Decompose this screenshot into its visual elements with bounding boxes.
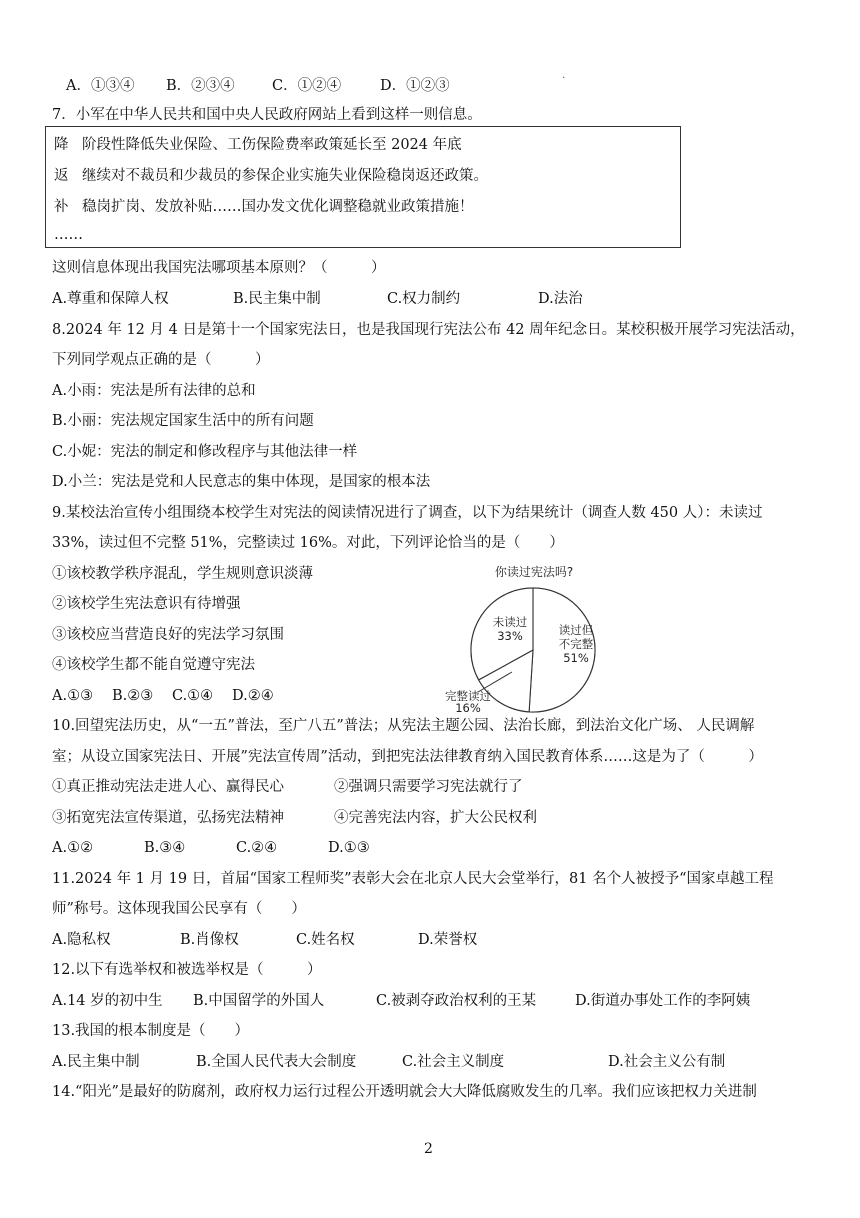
q7-question: 这则信息体现出我国宪法哪项基本原则？（ ） <box>52 260 386 276</box>
q7-option-c: C.权力制约 <box>387 291 461 307</box>
q9-option-c: C.①④ <box>172 688 214 704</box>
q8-option-b: B.小丽：宪法规定国家生活中的所有问题 <box>52 413 314 429</box>
q9-item-2: ②该校学生宪法意识有待增强 <box>52 596 241 612</box>
info-ellipsis: …… <box>54 227 83 243</box>
pie-label-3: 完整读过 16% <box>445 689 491 715</box>
info-tag: 补 <box>54 199 69 215</box>
q6-option-a: A．①③④ <box>66 78 135 94</box>
q10-item-2: ②强调只需要学习宪法就行了 <box>334 779 523 795</box>
q9-stem-line1: 9.某校法治宣传小组围绕本校学生对宪法的阅读情况进行了调查，以下为结果统计（调查人数 450 人）：未读过 <box>52 505 763 521</box>
q8-stem-line2: 下列同学观点正确的是（ ） <box>52 352 270 368</box>
q10-option-a: A.①② <box>52 840 94 856</box>
q13-option-c: C.社会主义制度 <box>402 1054 505 1070</box>
q11-option-d: D.荣誉权 <box>418 932 478 948</box>
q7-option-d: D.法治 <box>538 291 583 307</box>
info-row <box>54 135 462 155</box>
pie-label-1: 未读过 33% <box>492 615 528 643</box>
q9-option-d: D.②④ <box>232 688 274 704</box>
q11-option-c: C.姓名权 <box>296 932 355 948</box>
q9-item-3: ③该校应当营造良好的宪法学习氛围 <box>52 627 284 643</box>
chart-title: 你读过宪法吗? <box>494 565 574 579</box>
q10-option-d: D.①③ <box>328 840 370 856</box>
q8-stem-line1: 8.2024 年 12 月 4 日是第十一个国家宪法日，也是我国现行宪法公布 42 周年纪念日。某校积极开展学习宪法活动， <box>52 322 805 338</box>
q10-stem-line1: 10.回望宪法历史，从“一五”普法，至广八五”普法；从宪法主题公园、法治长廊，到法治文化广场、 人民调解 <box>52 718 755 734</box>
q10-stem-line2: 室；从设立国家宪法日、开展”宪法宣传周”活动，到把宪法法律教育纳入国民教育体系……这是为了（ ） <box>52 749 763 765</box>
q10-item-3: ③拓宽宪法宣传渠道，弘扬宪法精神 <box>52 810 284 826</box>
q9-stem-line2: 33%，读过但不完整 51%，完整读过 16%。对此，下列评论恰当的是（ ） <box>52 535 564 551</box>
q6-option-b: B．②③④ <box>166 78 235 94</box>
q13-option-d: D.社会主义公有制 <box>608 1054 726 1070</box>
q12-option-b: B.中国留学的外国人 <box>193 993 325 1009</box>
q10-item-1: ①真正推动宪法走进人心、赢得民心 <box>52 779 284 795</box>
info-tag: 返 <box>54 168 69 184</box>
q8-option-a: A.小雨：宪法是所有法律的总和 <box>52 383 256 399</box>
reading-survey-pie-chart <box>440 562 620 722</box>
info-text: 继续对不裁员和少裁员的参保企业实施失业保险稳岗返还政策。 <box>82 168 488 184</box>
q10-item-4: ④完善宪法内容，扩大公民权利 <box>334 810 537 826</box>
q8-option-c: C.小妮：宪法的制定和修改程序与其他法律一样 <box>52 444 358 460</box>
q7-stem: 7．小军在中华人民共和国中央人民政府网站上看到这样一则信息。 <box>52 107 482 123</box>
q12-stem: 12.以下有选举权和被选举权是（ ） <box>52 962 322 978</box>
q8-option-d: D.小兰：宪法是党和人民意志的集中体现，是国家的根本法 <box>52 474 431 490</box>
q7-info-box <box>45 126 681 248</box>
q9-option-b: B.②③ <box>112 688 154 704</box>
info-tag: 降 <box>54 137 69 153</box>
q12-option-a: A.14 岁的初中生 <box>52 993 163 1009</box>
q9-option-a: A.①③ <box>52 688 94 704</box>
page-number: 2 <box>424 1141 433 1157</box>
q7-option-a: A.尊重和保障人权 <box>52 291 169 307</box>
q9-item-4: ④该校学生都不能自觉遵守宪法 <box>52 657 255 673</box>
q11-option-b: B.肖像权 <box>180 932 239 948</box>
q9-item-1: ①该校教学秩序混乱，学生规则意识淡薄 <box>52 566 313 582</box>
q11-stem-line1: 11.2024 年 1 月 19 日，首届“国家工程师奖”表彰大会在北京人民大会堂举行，81 名个人被授予“国家卓越工程 <box>52 871 774 887</box>
q13-option-b: B.全国人民代表大会制度 <box>196 1054 357 1070</box>
q11-option-a: A.隐私权 <box>52 932 111 948</box>
q13-stem: 13.我国的根本制度是（ ） <box>52 1023 250 1039</box>
info-row <box>54 166 488 186</box>
info-row <box>54 197 474 217</box>
q10-option-c: C.②④ <box>236 840 278 856</box>
info-text: 阶段性降低失业保险、工伤保险费率政策延长至 2024 年底 <box>82 137 462 153</box>
info-text: 稳岗扩岗、发放补贴……国办发文优化调整稳就业政策措施！ <box>82 199 474 215</box>
q6-option-d: D．①②③ <box>380 78 450 94</box>
top-dot: . <box>562 70 566 81</box>
q11-stem-line2: 师”称号。这体现我国公民享有（ ） <box>52 901 306 917</box>
info-row <box>54 225 83 245</box>
q13-option-a: A.民主集中制 <box>52 1054 140 1070</box>
q14-stem-line1: 14.“阳光”是最好的防腐剂，政府权力运行过程公开透明就会大大降低腐败发生的几率。我们应该把权力关进制 <box>52 1084 757 1100</box>
q12-option-c: C.被剥夺政治权利的王某 <box>376 993 537 1009</box>
q6-option-c: C．①②④ <box>272 78 342 94</box>
q7-option-b: B.民主集中制 <box>233 291 321 307</box>
q10-option-b: B.③④ <box>144 840 186 856</box>
q12-option-d: D.街道办事处工作的李阿姨 <box>575 993 751 1009</box>
pie-label-2: 读过但不完整 51% <box>558 623 594 665</box>
